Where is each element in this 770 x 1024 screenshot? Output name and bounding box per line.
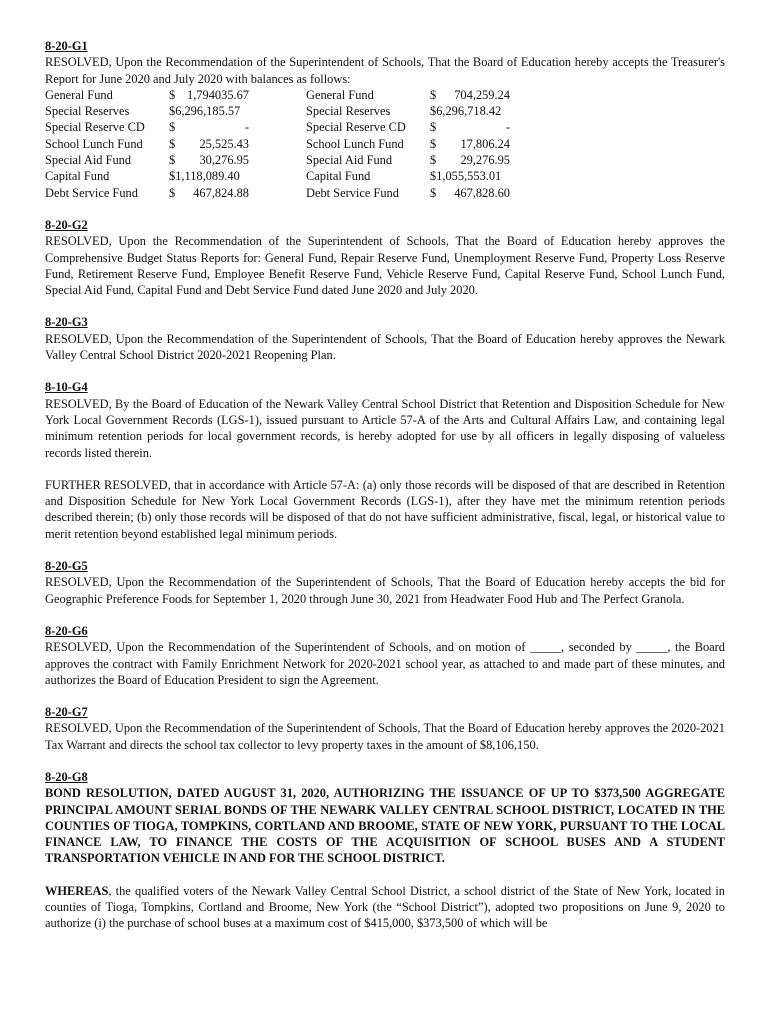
july-amount-cell bbox=[430, 185, 520, 201]
balance-row bbox=[45, 185, 520, 201]
bond-resolution-title: BOND RESOLUTION, DATED AUGUST 31, 2020, AUTHORIZING THE ISSUANCE OF UP TO $373,500 AGGREGATE PRINCIPAL AMOUNT SERIAL BONDS OF THE NEWARK VALLEY CENTRAL SCHOOL DISTRICT, LOCATED IN THE COUNTIES OF TIOGA, TOMPKINS, CORTLAND AND BROOME, STATE OF NEW YORK, PURSUANT TO THE LOCAL FINANCE LAW, TO FINANCE THE COSTS OF THE ACQUISITION OF SCHOOL BUSES AND A STUDENT TRANSPORTATION VEHICLE IN AND FOR THE SCHOOL DISTRICT. bbox=[45, 786, 725, 866]
amount-value: 704,259.24 bbox=[454, 87, 510, 102]
resolution-heading: 8-20-G2 bbox=[45, 217, 88, 232]
resolution-text: RESOLVED, By the Board of Education of the Newark Valley Central School District that Retention and Disposition Schedule for New York Local Government Records (LGS-1), issued pursuant to Article 57-A of the Arts and Cultural Affairs Law, and containing legal minimum retention periods for local government records, is hereby adopted for use by all officers in legally disposing of valueless records listed therein. bbox=[45, 396, 725, 460]
balance-row bbox=[45, 103, 520, 119]
resolution-g8 bbox=[45, 769, 725, 932]
july-fund-name: Special Aid Fund bbox=[306, 153, 393, 168]
currency-sign: $ bbox=[430, 120, 437, 135]
balance-row bbox=[45, 136, 520, 152]
resolution-text: RESOLVED, Upon the Recommendation of the Superintendent of Schools, That the Board of Education hereby approves the Newark Valley Central School District 2020-2021 Reopening Plan. bbox=[45, 331, 725, 363]
whereas-text: , the qualified voters of the Newark Valley Central School District, a school district of the State of New York, located in counties of Tioga, Tompkins, Cortland and Broome, New York (the “School District”), adopted two propositions on June 9, 2020 to authorize (i) the purchase of school buses at a maximum cost of $415,000, $373,500 of which will be bbox=[45, 883, 725, 931]
amount-value: - bbox=[244, 120, 249, 135]
further-resolved-text: FURTHER RESOLVED, that in accordance with Article 57-A: (a) only those records will be disposed of that are described in Retention and Disposition Schedule for New York Local Government Records (LGS-1), after they have met the minimum retention periods described therein; (b) only those records will be disposed of that do not have sufficient administrative, fiscal, legal, or historical value to merit retention beyond established legal minimum periods. bbox=[45, 477, 725, 541]
june-amount-cell bbox=[169, 103, 306, 119]
currency-sign: $ bbox=[169, 136, 176, 151]
july-fund-name: Special Reserve CD bbox=[306, 120, 406, 135]
currency-sign: $ bbox=[430, 153, 437, 168]
resolution-heading: 8-20-G1 bbox=[45, 39, 88, 53]
july-amount-cell bbox=[430, 152, 520, 168]
resolution-g4 bbox=[45, 379, 725, 542]
balance-row bbox=[45, 119, 520, 135]
june-amount bbox=[169, 119, 249, 135]
june-amount-cell bbox=[169, 119, 306, 135]
currency-sign: $1,118,089.40 bbox=[169, 169, 240, 184]
amount-value: 1,794035.67 bbox=[187, 87, 249, 102]
july-amount bbox=[430, 168, 510, 184]
amount-value: 17,806.24 bbox=[460, 136, 510, 151]
amount-value: 25,525.43 bbox=[199, 136, 249, 151]
resolution-text: RESOLVED, Upon the Recommendation of the Superintendent of Schools, That the Board of Education hereby accepts the bid for Geographic Preference Foods for September 1, 2020 through June 30, 2021 from Headwater Food Hub and The Perfect Granola. bbox=[45, 575, 725, 606]
balances-table bbox=[45, 87, 520, 201]
resolution-g5 bbox=[45, 558, 725, 607]
amount-value: 29,276.95 bbox=[460, 153, 510, 168]
whereas-label: WHEREAS bbox=[45, 883, 109, 898]
june-amount bbox=[169, 103, 249, 119]
amount-value: 30,276.95 bbox=[199, 153, 249, 168]
resolution-g3 bbox=[45, 314, 725, 363]
july-amount bbox=[430, 152, 510, 168]
resolution-heading: 8-20-G8 bbox=[45, 769, 88, 784]
june-amount-cell bbox=[169, 87, 306, 103]
resolution-heading: 8-20-G6 bbox=[45, 623, 88, 638]
june-amount bbox=[169, 152, 249, 168]
july-amount-cell bbox=[430, 119, 520, 135]
currency-sign: $ bbox=[169, 185, 176, 200]
june-fund-name: Debt Service Fund bbox=[45, 185, 138, 200]
resolution-text: RESOLVED, Upon the Recommendation of the Superintendent of Schools, That the Board of Education hereby approves the Comprehensive Budget Status Reports for: General Fund, Repair Reserve Fund, Unemployment Reserve Fund, Property Loss Reserve Fund, Retirement Reserve Fund, Employee Benefit Reserve Fund, Vehicle Reserve Fund, Capital Reserve Fund, School Lunch Fund, Special Aid Fund, Capital Fund and Debt Service Fund dated June 2020 and July 2020. bbox=[45, 234, 725, 298]
resolution-heading: 8-20-G3 bbox=[45, 315, 88, 330]
july-fund-name: Debt Service Fund bbox=[306, 185, 399, 200]
july-amount bbox=[430, 103, 510, 119]
july-fund-name: School Lunch Fund bbox=[306, 136, 404, 151]
resolution-heading: 8-20-G7 bbox=[45, 705, 88, 720]
currency-sign: $6,296,718.42 bbox=[430, 104, 502, 119]
june-amount bbox=[169, 87, 249, 103]
resolution-heading: 8-10-G4 bbox=[45, 380, 88, 395]
balance-row bbox=[45, 87, 520, 103]
june-amount-cell bbox=[169, 168, 306, 184]
resolution-text: RESOLVED, Upon the Recommendation of the Superintendent of Schools, That the Board of Education hereby accepts the Treasurer's Report for June 2020 and July 2020 with balances as follows: bbox=[45, 55, 725, 86]
june-fund-name: Capital Fund bbox=[45, 169, 110, 184]
currency-sign: $ bbox=[430, 87, 437, 102]
currency-sign: $6,296,185.57 bbox=[169, 104, 241, 119]
june-amount-cell bbox=[169, 185, 306, 201]
document-page bbox=[45, 38, 725, 948]
june-amount bbox=[169, 185, 249, 201]
resolution-heading: 8-20-G5 bbox=[45, 559, 88, 574]
july-fund-name: Special Reserves bbox=[306, 104, 391, 119]
amount-value: - bbox=[505, 120, 510, 135]
amount-value: 467,828.60 bbox=[454, 185, 510, 200]
currency-sign: $ bbox=[430, 136, 437, 151]
resolution-g1 bbox=[45, 38, 725, 201]
july-amount bbox=[430, 119, 510, 135]
resolution-g6 bbox=[45, 623, 725, 688]
july-fund-name: Capital Fund bbox=[306, 169, 371, 184]
resolution-text: RESOLVED, Upon the Recommendation of the Superintendent of Schools, and on motion of _____, seconded by _____, the Board approves the contract with Family Enrichment Network for 2020-2021 school year, as attached to and made part of these minutes, and authorizes the Board of Education President to sign the Agreement. bbox=[45, 640, 725, 687]
july-fund-name: General Fund bbox=[306, 87, 374, 102]
july-amount bbox=[430, 136, 510, 152]
balance-row bbox=[45, 168, 520, 184]
june-amount-cell bbox=[169, 152, 306, 168]
july-amount-cell bbox=[430, 87, 520, 103]
june-fund-name: School Lunch Fund bbox=[45, 136, 143, 151]
resolution-g2 bbox=[45, 217, 725, 298]
july-amount-cell bbox=[430, 103, 520, 119]
currency-sign: $ bbox=[430, 185, 437, 200]
june-amount bbox=[169, 136, 249, 152]
currency-sign: $ bbox=[169, 120, 176, 135]
resolution-g7 bbox=[45, 704, 725, 753]
june-fund-name: General Fund bbox=[45, 87, 113, 102]
july-amount-cell bbox=[430, 168, 520, 184]
whereas-paragraph bbox=[45, 883, 725, 932]
currency-sign: $1,055,553.01 bbox=[430, 169, 502, 184]
july-amount-cell bbox=[430, 136, 520, 152]
currency-sign: $ bbox=[169, 87, 176, 102]
resolution-text: RESOLVED, Upon the Recommendation of the Superintendent of Schools, That the Board of Education hereby approves the 2020-2021 Tax Warrant and directs the school tax collector to levy property taxes in the amount of $8,106,150. bbox=[45, 721, 725, 752]
june-fund-name: Special Reserve CD bbox=[45, 120, 145, 135]
amount-value: 467,824.88 bbox=[193, 185, 249, 200]
june-fund-name: Special Reserves bbox=[45, 104, 130, 119]
balance-row bbox=[45, 152, 520, 168]
july-amount bbox=[430, 185, 510, 201]
july-amount bbox=[430, 87, 510, 103]
currency-sign: $ bbox=[169, 153, 176, 168]
june-amount-cell bbox=[169, 136, 306, 152]
june-amount bbox=[169, 168, 249, 184]
june-fund-name: Special Aid Fund bbox=[45, 153, 132, 168]
